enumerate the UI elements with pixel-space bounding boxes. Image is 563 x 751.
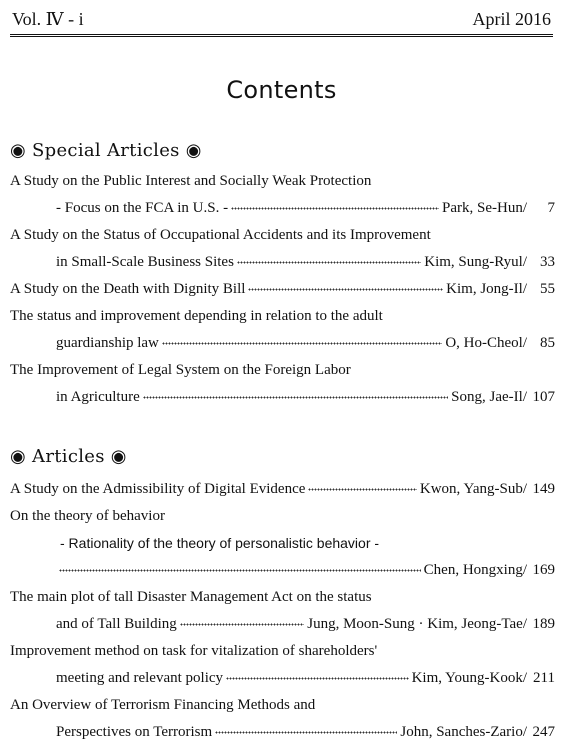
section-heading-special-articles: ◉ Special Articles ◉ — [10, 140, 202, 161]
issue-date: April 2016 — [472, 9, 551, 29]
toc-entry-line[interactable] — [56, 560, 555, 580]
toc-entry-title: A Study on the Admissibility of Digital Evidence — [10, 481, 306, 497]
toc-entry-author: John, Sanches-Zario/ — [400, 724, 527, 740]
toc-entry-title-line[interactable]: The main plot of tall Disaster Management Act on the status — [10, 589, 372, 605]
dot-leader — [143, 387, 448, 401]
toc-entry-title-line[interactable]: The Improvement of Legal System on the Foreign Labor — [10, 362, 351, 378]
toc-entry-title-line[interactable]: A Study on the Public Interest and Socially Weak Protection — [10, 173, 372, 189]
toc-entry-page: 85 — [540, 335, 555, 351]
toc-entry-subtitle: in Small-Scale Business Sites — [56, 254, 234, 270]
toc-entry-page: 55 — [540, 281, 555, 297]
journal-header — [10, 6, 553, 37]
toc-entry-title-line[interactable]: Improvement method on task for vitalization of shareholders' — [10, 643, 378, 659]
dot-leader — [215, 722, 397, 736]
toc-entry-line[interactable] — [56, 668, 555, 688]
dot-leader — [162, 333, 442, 347]
section-heading-articles: ◉ Articles ◉ — [10, 446, 127, 467]
toc-entry-author: Kwon, Yang-Sub/ — [419, 481, 527, 497]
toc-entry-subtitle: and of Tall Building — [56, 616, 177, 632]
dot-leader — [180, 614, 304, 628]
dot-leader — [248, 279, 443, 293]
toc-entry-subtitle: meeting and relevant policy — [56, 670, 224, 686]
toc-entry-author: Chen, Hongxing/ — [423, 562, 527, 578]
toc-entry-line[interactable] — [10, 279, 555, 299]
toc-entry-line[interactable] — [56, 198, 555, 218]
toc-entry-line[interactable] — [56, 614, 555, 634]
toc-entry-title: A Study on the Death with Dignity Bill — [10, 281, 246, 297]
volume-label: Vol. Ⅳ - i — [12, 9, 84, 29]
dot-leader — [231, 198, 439, 212]
toc-entry-page: 211 — [533, 670, 555, 686]
toc-entry-line[interactable] — [56, 722, 555, 742]
toc-entry-page: 247 — [532, 724, 555, 740]
toc-entry-title-line[interactable]: The status and improvement depending in relation to the adult — [10, 308, 383, 324]
toc-entry-subtitle: in Agriculture — [56, 389, 140, 405]
toc-entry-page: 107 — [532, 389, 555, 405]
toc-entry-page: 7 — [547, 200, 555, 216]
toc-entry-author: Kim, Sung-Ryul/ — [424, 254, 527, 270]
toc-entry-title-line[interactable]: A Study on the Status of Occupational Accidents and its Improvement — [10, 227, 431, 243]
toc-entry-page: 189 — [532, 616, 555, 632]
toc-entry-author: Kim, Jong-Il/ — [446, 281, 527, 297]
dot-leader — [226, 668, 409, 682]
toc-entry-subtitle: Perspectives on Terrorism — [56, 724, 213, 740]
toc-entry-author: Kim, Young-Kook/ — [411, 670, 527, 686]
toc-entry-line[interactable] — [56, 387, 555, 407]
toc-entry-author: Song, Jae-Il/ — [451, 389, 527, 405]
toc-entry-page: 33 — [540, 254, 555, 270]
toc-entry-subtitle: - Rationality of the theory of personalistic behavior - — [60, 535, 380, 551]
dot-leader — [59, 560, 421, 574]
toc-entry-line[interactable] — [10, 479, 555, 499]
dot-leader — [237, 252, 421, 266]
toc-entry-author: O, Ho-Cheol/ — [445, 335, 527, 351]
toc-entry-title-line[interactable]: An Overview of Terrorism Financing Methods and — [10, 697, 316, 713]
toc-entry-page: 169 — [532, 562, 555, 578]
page-title: Contents — [226, 76, 337, 104]
toc-entry-subtitle: guardianship law — [56, 335, 159, 351]
toc-entry-subtitle: - Focus on the FCA in U.S. - — [56, 200, 229, 216]
toc-entry-line[interactable] — [56, 333, 555, 353]
toc-entry-title-line[interactable]: On the theory of behavior — [10, 508, 165, 524]
dot-leader — [308, 479, 416, 493]
toc-entry-line[interactable] — [56, 252, 555, 272]
toc-entry-page: 149 — [532, 481, 555, 497]
toc-entry-author: Park, Se-Hun/ — [442, 200, 527, 216]
toc-entry-author: Jung, Moon-Sung · Kim, Jeong-Tae/ — [307, 616, 527, 632]
